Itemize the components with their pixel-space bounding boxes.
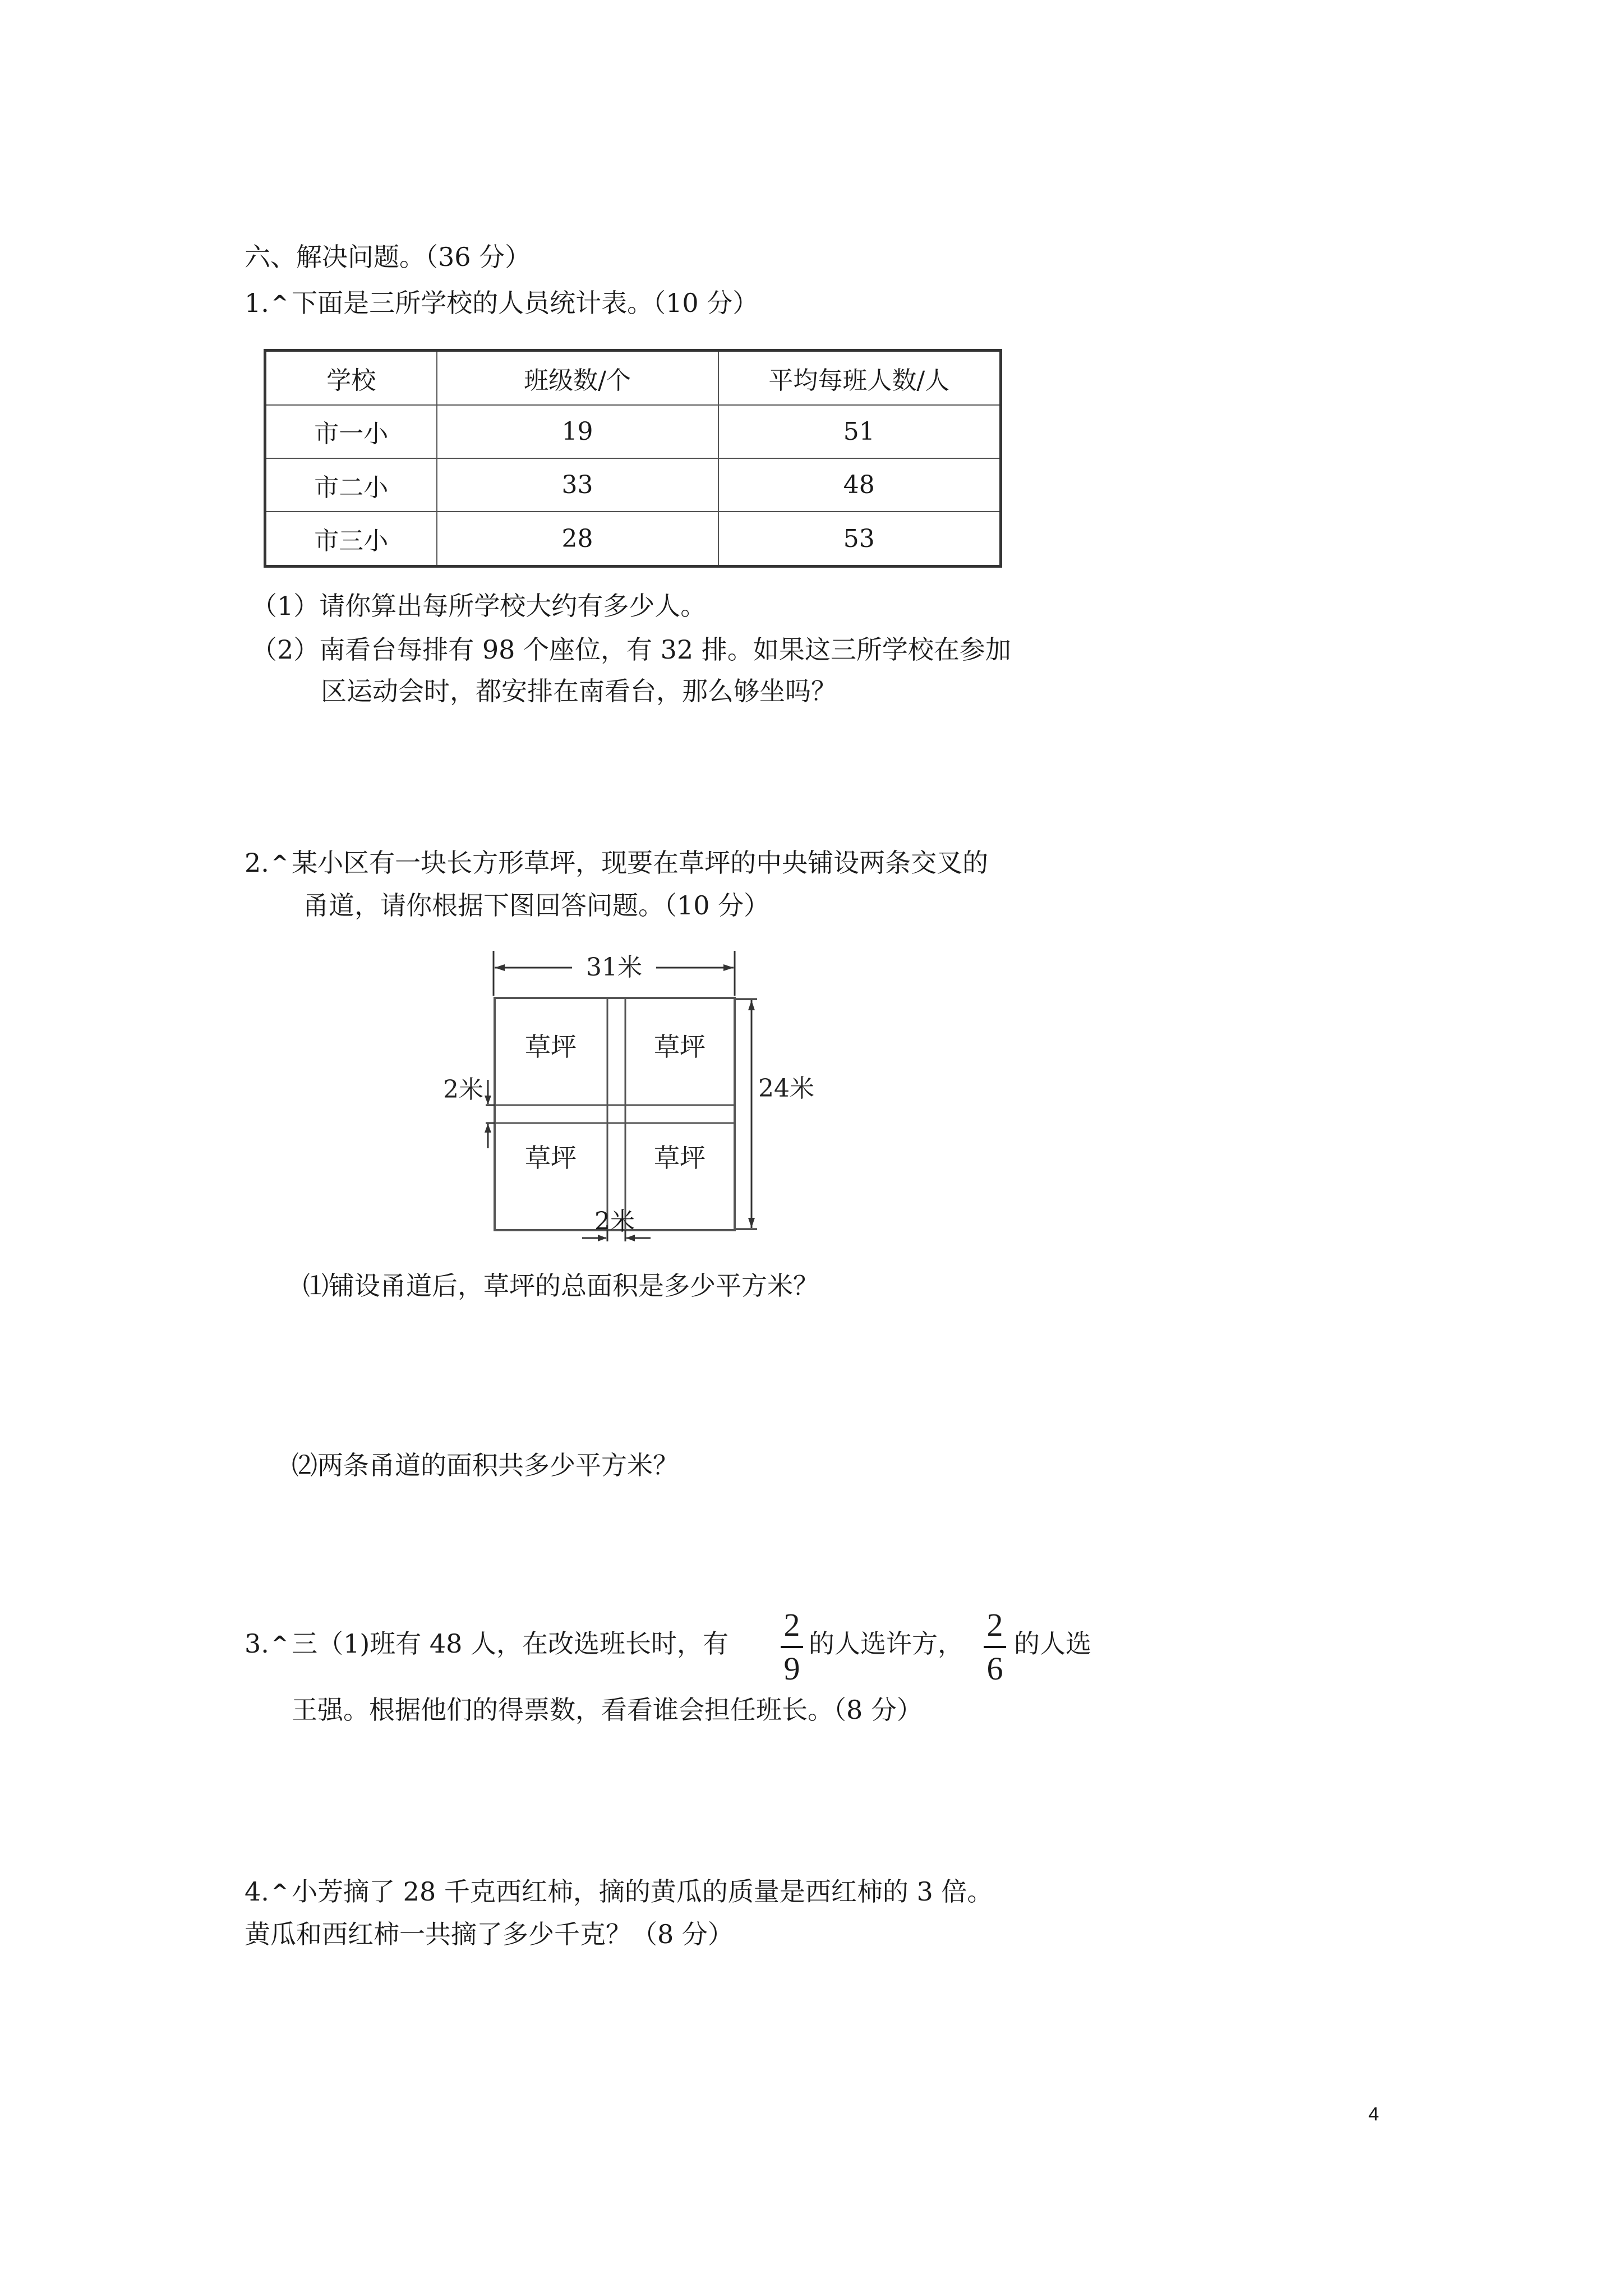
- height-label: 24米: [758, 1074, 814, 1103]
- question-2-text: 某小区有一块长方形草坪，现要在草坪的中央铺设两条交叉的: [292, 848, 989, 878]
- table-cell: 市一小: [265, 405, 437, 458]
- table-cell: 市三小: [265, 512, 437, 566]
- arrow-left-icon: [495, 964, 505, 971]
- lawn-label: 草坪: [525, 1032, 577, 1062]
- question-2-sub-1: ⑴铺设甬道后，草坪的总面积是多少平方米？: [303, 1271, 819, 1301]
- section-title: 六、解决问题。（36 分）: [245, 242, 531, 272]
- school-statistics-table: [264, 349, 1002, 568]
- table-cell: 51: [718, 405, 1001, 458]
- fraction-1-numerator: 2: [783, 1607, 800, 1643]
- caret-up-icon: ^: [271, 1632, 289, 1655]
- caret-up-icon: ^: [271, 852, 289, 875]
- arrow-down-icon: [748, 1218, 755, 1228]
- arrow-right-icon: [723, 964, 734, 971]
- question-4-line-1: [245, 1875, 993, 1909]
- table-cell: 48: [718, 458, 1001, 512]
- question-2-number: 2.: [245, 848, 269, 878]
- fraction-1-denominator: 9: [783, 1650, 800, 1687]
- question-2-line-1: [245, 846, 988, 880]
- table-header-cell: 平均每班人数/人: [718, 351, 1001, 405]
- question-4-number: 4.: [245, 1876, 269, 1907]
- table-cell: 28: [437, 512, 718, 566]
- fraction-bar: [781, 1646, 803, 1648]
- question-3-line-2: 王强。根据他们的得票数，看看谁会担任班长。（8 分）: [292, 1695, 923, 1725]
- table-cell: 市二小: [265, 458, 437, 512]
- question-1-text: 下面是三所学校的人员统计表。（10 分）: [292, 288, 759, 318]
- width-label: 31米: [586, 953, 642, 982]
- fraction-1: [781, 1608, 803, 1686]
- question-3-text-part-3: 的人选: [1014, 1628, 1091, 1659]
- lawn-label: 草坪: [525, 1143, 577, 1173]
- question-2-line-2: 甬道，请你根据下图回答问题。（10 分）: [303, 890, 770, 921]
- question-1-sub-2-line-1: （2）南看台每排有 98 个座位，有 32 排。如果这三所学校在参加: [251, 634, 1011, 665]
- table-row: [265, 405, 1001, 458]
- caret-up-icon: ^: [271, 292, 289, 315]
- lawn-label: 草坪: [654, 1032, 706, 1062]
- arrow-down-icon: [485, 1096, 491, 1105]
- question-3-text-part-1: 三（1)班有 48 人，在改选班长时，有: [292, 1628, 729, 1659]
- table-row: [265, 512, 1001, 566]
- question-1: [245, 286, 758, 320]
- table-header-cell: 班级数/个: [437, 351, 718, 405]
- lawn-label: 草坪: [654, 1143, 706, 1173]
- question-1-sub-2-line-2: 区运动会时，都安排在南看台，那么够坐吗？: [321, 676, 837, 706]
- path-width-label-bottom: 2米: [594, 1207, 635, 1236]
- question-3-text-part-2: 的人选许方，: [809, 1628, 963, 1659]
- fraction-2: [984, 1608, 1006, 1686]
- question-4-line-2: 黄瓜和西红柿一共摘了多少千克？（8 分）: [245, 1919, 734, 1949]
- question-2-sub-2: ⑵两条甬道的面积共多少平方米？: [292, 1450, 679, 1480]
- arrow-up-icon: [485, 1124, 491, 1133]
- path-width-label-left: 2米: [443, 1075, 483, 1104]
- table-row: [265, 458, 1001, 512]
- table-cell: 33: [437, 458, 718, 512]
- question-3-line-1: [245, 1627, 728, 1661]
- question-1-number: 1.: [245, 288, 269, 318]
- table-cell: 19: [437, 405, 718, 458]
- table-header-cell: 学校: [265, 351, 437, 405]
- table-cell: 53: [718, 512, 1001, 566]
- question-1-sub-1: （1）请你算出每所学校大约有多少人。: [251, 591, 707, 621]
- arrow-up-icon: [748, 1000, 755, 1010]
- question-3-number: 3.: [245, 1628, 269, 1659]
- caret-up-icon: ^: [271, 1880, 289, 1903]
- table-header-row: [265, 351, 1001, 405]
- fraction-2-denominator: 6: [986, 1650, 1003, 1687]
- fraction-2-numerator: 2: [986, 1607, 1003, 1643]
- question-4-text: 小芳摘了 28 千克西红柿，摘的黄瓜的质量是西红柿的 3 倍。: [292, 1876, 993, 1907]
- page-number: 4: [1368, 2104, 1379, 2125]
- fraction-bar: [984, 1646, 1006, 1648]
